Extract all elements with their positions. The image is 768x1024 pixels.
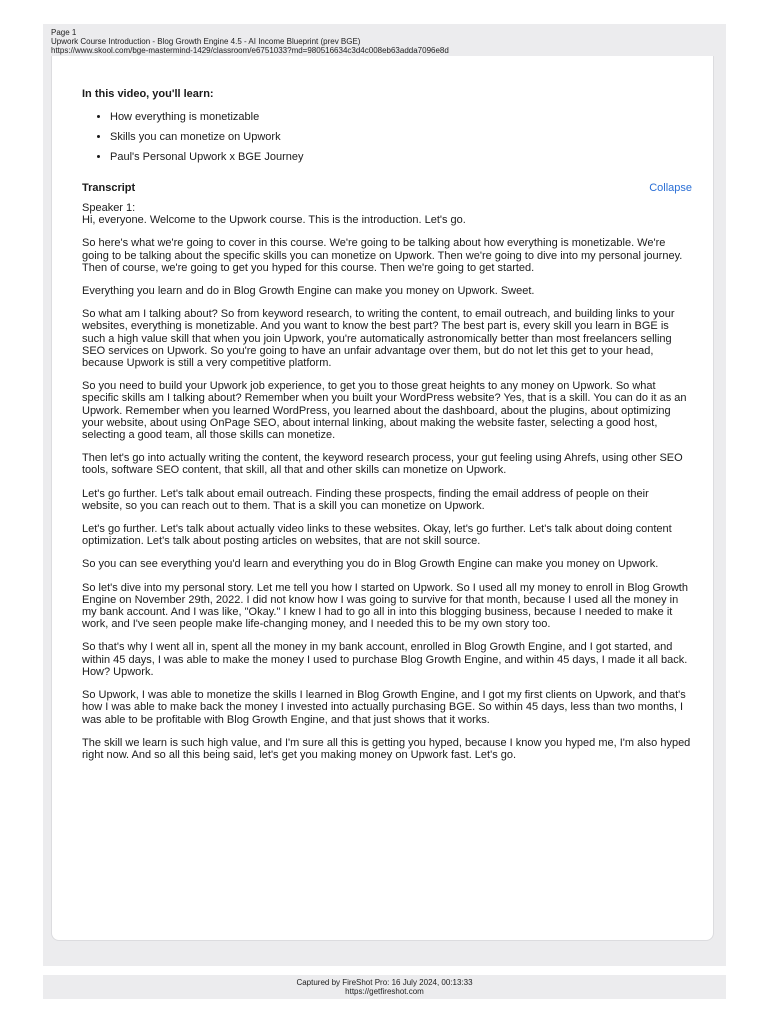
page-url: https://www.skool.com/bge-mastermind-1429/classroom/e6751033?md=980516634c3d4c008eb63adda7096e8d [51,46,449,55]
transcript-paragraph: So you can see everything you'd learn and everything you do in Blog Growth Engine can make you money on Upwork. [82,558,659,571]
learn-item: • Skills you can monetize on Upwork [110,130,692,144]
page-title: Upwork Course Introduction - Blog Growth Engine 4.5 - AI Income Blueprint (prev BGE) [51,37,361,46]
transcript-paragraph: So Upwork, I was able to monetize the skills I learned in Blog Growth Engine, and I got my first clients on Upwork, and that's how I was able to make back the money I invested into actually purchasing BGE. So within 45 days, less than two months, I was able to be profitable with Blog Growth Engine, and that just shows that it works. [82,689,686,726]
page-header [43,24,726,56]
speaker-label: Speaker 1: [82,202,136,214]
transcript-paragraph: So here's what we're going to cover in this course. We're going to be talking about how everything is monetizable. We're going to be talking about the specific skills you can monetize on Upwork. Then we're going to dive into my personal journey. Then of course, we're going to get you hyped for this course. Then we're going to get started. [82,237,683,274]
collapse-button[interactable]: Collapse [649,182,692,194]
transcript-paragraph: Everything you learn and do in Blog Growth Engine can make you money on Upwork. Sweet. [82,285,535,298]
transcript-paragraph: The skill we learn is such high value, and I'm sure all this is getting you hyped, because I know you hyped me, I'm also hyped right now. And so all this being said, let's get you making money on Upwork fast. Let's go. [82,736,691,761]
lesson-content [82,82,692,772]
learn-list [82,110,692,164]
transcript-paragraph: So let's dive into my personal story. Let me tell you how I started on Upwork. So I used all my money to enroll in Blog Growth Engine on November 29th, 2022. I did not know how I was going to survive for that month, because I used all the money in my bank account. And I was like, "Okay." I knew I had to go all in into this blogging business, because I needed to make it work, and I've seen people make life-changing money, and I needed this to be my own story too. [82,581,688,631]
capture-footer [43,975,726,999]
capture-note: Captured by FireShot Pro: 16 July 2024, 00:13:33 [296,978,473,987]
capture-url[interactable]: https://getfireshot.com [345,987,424,996]
learn-item: • Paul's Personal Upwork x BGE Journey [110,150,692,164]
transcript-paragraph: So you need to build your Upwork job experience, to get you to those great heights to any money on Upwork. So what specific skills am I talking about? Remember when you built your WordPress website? Yes, that is a skill. You can do it as an Upwork. Remember when you learned WordPress, you learned about the dashboard, about the plugins, about optimizing your website, about using OnPage SEO, about internal linking, about making the website faster, selecting a good host, selecting a good team, all those skills can monetize. [82,380,687,442]
transcript-paragraph: Hi, everyone. Welcome to the Upwork course. This is the introduction. Let's go. [82,214,466,227]
transcript-paragraph: So that's why I went all in, spent all the money in my bank account, enrolled in Blog Growth Engine, and I got started, and within 45 days, I was able to make the money I used to purchase Blog Growth Engine, and within 45 days, I made it all back. How? Upwork. [82,641,688,678]
transcript-paragraph: So what am I talking about? So from keyword research, to writing the content, to email outreach, and building links to your websites, everything is monetizable. And you want to know the best part? The best part is, every skill you learn in BGE is such a high value skill that when you join Upwork, you're automatically astronomically better than most freelancers selling SEO services on Upwork. So you're going to have an unfair advantage over them, but do not let this get to your head, because Upwork is still a very competitive platform. [82,308,675,370]
transcript-paragraph: Then let's go into actually writing the content, the keyword research process, your gut feeling using Ahrefs, using other SEO tools, software SEO content, that skill, all that and other skills can monetize on Upwork. [82,452,683,477]
transcript-header [82,182,692,194]
transcript-paragraph: Let's go further. Let's talk about actually video links to these websites. Okay, let's go further. Let's talk about doing content optimization. Let's talk about posting articles on websites, that are not skill source. [82,523,672,548]
transcript-title: Transcript [82,182,136,194]
learn-item: • How everything is monetizable [110,110,692,124]
transcript-paragraph: Let's go further. Let's talk about email outreach. Finding these prospects, finding the email address of people on their website, so you can reach out to them. That is a skill you can monetize on Upwork. [82,487,649,512]
page-label: Page 1 [51,28,77,37]
learn-title: In this video, you'll learn: [82,88,214,100]
